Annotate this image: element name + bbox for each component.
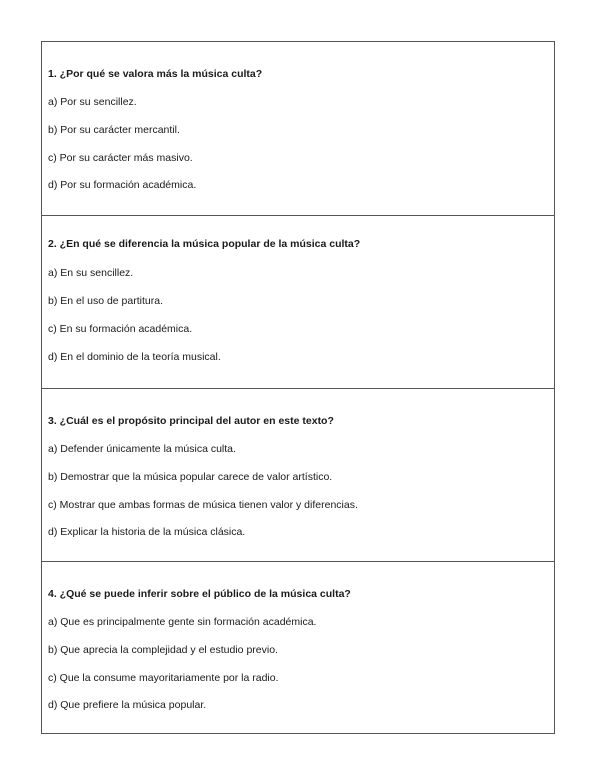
question-block-2 <box>42 215 554 388</box>
quiz-table <box>41 41 555 734</box>
answer-option-a: a) Defender únicamente la música culta. <box>48 443 236 455</box>
answer-option-d: d) Explicar la historia de la música clásica. <box>48 526 246 538</box>
question-block-4 <box>42 561 554 733</box>
answer-option-a: a) Que es principalmente gente sin formación académica. <box>48 616 317 628</box>
answer-option-d: d) En el dominio de la teoría musical. <box>48 351 221 363</box>
answer-option-b: b) Demostrar que la música popular carece de valor artístico. <box>48 471 333 483</box>
answer-option-d: d) Por su formación académica. <box>48 179 197 191</box>
question-block-3 <box>42 388 554 561</box>
question-title: 3. ¿Cuál es el propósito principal del autor en este texto? <box>48 415 334 427</box>
answer-option-b: b) Por su carácter mercantil. <box>48 124 180 136</box>
answer-option-c: c) Que la consume mayoritariamente por la radio. <box>48 672 279 684</box>
answer-option-a: a) Por su sencillez. <box>48 96 137 108</box>
question-block-1 <box>42 42 554 215</box>
answer-option-d: d) Que prefiere la música popular. <box>48 699 207 711</box>
answer-option-c: c) Por su carácter más masivo. <box>48 152 193 164</box>
answer-option-c: c) Mostrar que ambas formas de música tienen valor y diferencias. <box>48 499 358 511</box>
answer-option-a: a) En su sencillez. <box>48 267 134 279</box>
answer-option-b: b) Que aprecia la complejidad y el estudio previo. <box>48 644 278 656</box>
question-title: 1. ¿Por qué se valora más la música culta? <box>48 68 263 80</box>
answer-option-b: b) En el uso de partitura. <box>48 295 163 307</box>
answer-option-c: c) En su formación académica. <box>48 323 193 335</box>
question-title: 4. ¿Qué se puede inferir sobre el público de la música culta? <box>48 588 351 600</box>
question-title: 2. ¿En qué se diferencia la música popular de la música culta? <box>48 238 361 250</box>
